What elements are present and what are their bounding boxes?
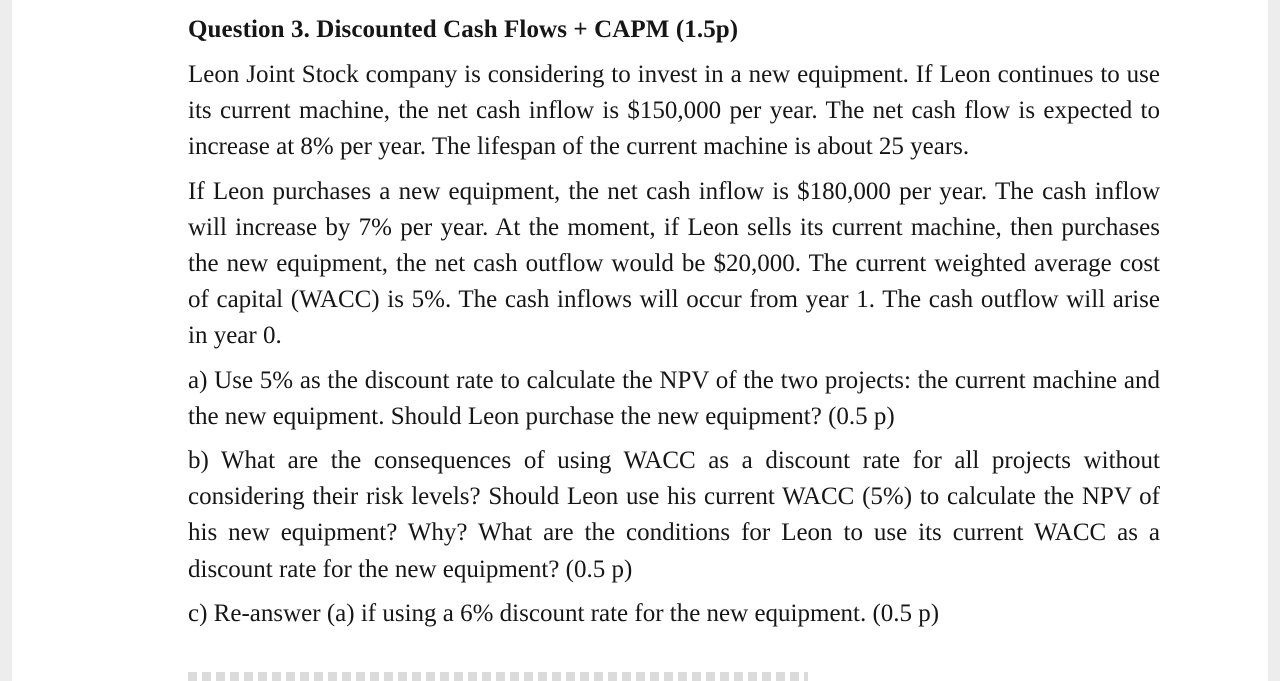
question-content — [188, 12, 1160, 640]
question-part-c: c) Re-answer (a) if using a 6% discount rate for the new equipment. (0.5 p) — [188, 599, 940, 627]
question-part-b: b) What are the consequences of using WACC as a discount rate for all projects without considering their risk levels? Should Leon use his current WACC (5%) to calculate the NPV of his new equipment? Why? What are the conditions for Leon to use its current WACC as a discount rate for the new equipment? (0.5 p) — [188, 447, 1160, 583]
cropped-next-line — [188, 672, 808, 681]
paragraph-current-machine: Leon Joint Stock company is considering to invest in a new equipment. If Leon continues to use its current machine, the net cash inflow is $150,000 per year. The net cash flow is expected to increase at 8% per year. The lifespan of the current machine is about 25 years. — [188, 61, 1160, 161]
paragraph-new-equipment: If Leon purchases a new equipment, the net cash inflow is $180,000 per year. The cash inflow will increase by 7% per year. At the moment, if Leon sells its current machine, then purchases the new equipment, the net cash outflow would be $20,000. The current weighted average cost of capital (WACC) is 5%. The cash inflows will occur from year 1. The cash outflow will arise in year 0. — [188, 177, 1160, 350]
question-part-a: a) Use 5% as the discount rate to calculate the NPV of the two projects: the current machine and the new equipment. Should Leon purchase the new equipment? (0.5 p) — [188, 366, 1160, 430]
document-page — [12, 0, 1268, 681]
question-title: Question 3. Discounted Cash Flows + CAPM (1.5p) — [188, 16, 739, 43]
